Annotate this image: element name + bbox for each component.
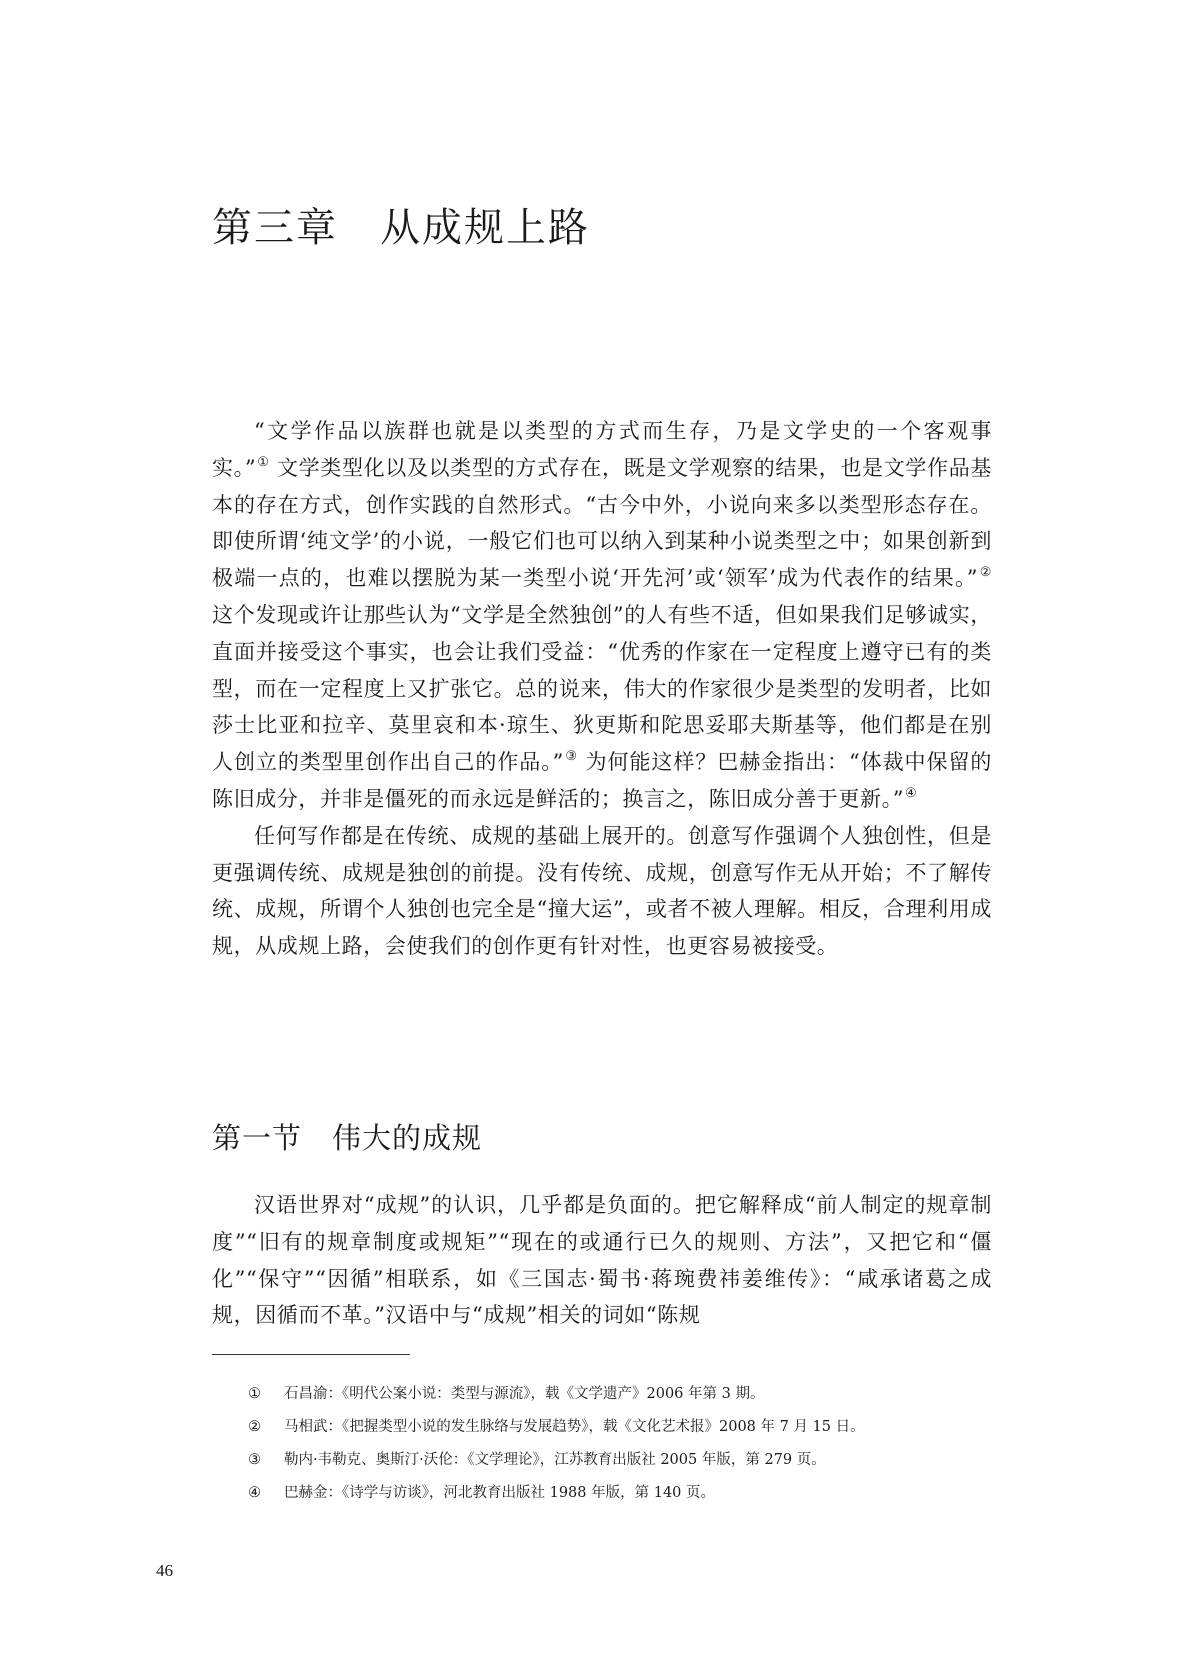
intro-text-3: 这个发现或许让那些认为“文学是全然独创”的人有些不适，但如果我们足够诚实，直面并接受这个事实，也会让我们受益：“优秀的作家在一定程度上遵守已有的类型，而在一定程度上又扩张它。总的说来，伟大的作家很少是类型的发明者，比如莎士比亚和拉辛、莫里哀和本·琼生、狄更斯和陀思妥耶夫斯基等，他们都是在别人创立的类型里创作出自己的作品。” xyxy=(212,602,992,775)
intro-text-1: “文学作品以族群也就是以类型的方式而生存，乃是文学史的一个客观事实。” xyxy=(212,419,992,480)
page-number: 46 xyxy=(156,1561,173,1580)
footnote-ref-4[interactable]: ④ xyxy=(905,785,918,801)
intro-paragraph-1 xyxy=(212,413,992,818)
section-body xyxy=(212,1187,992,1334)
chapter-title: 第三章 从成规上路 xyxy=(212,205,590,251)
section-paragraph-1: 汉语世界对“成规”的认识，几乎都是负面的。把它解释成“前人制定的规章制度”“旧有的规章制度或规矩”“现在的或通行已久的规则、方法”，又把它和“僵化”“保守”“因循”相联系，如《三国志·蜀书·蒋琬费祎姜维传》：“咸承诸葛之成规，因循而不革。”汉语中与“成规”相关的词如“陈规 xyxy=(212,1193,992,1328)
footnote-mark: ③ xyxy=(248,1452,261,1468)
footnote-ref-1[interactable]: ① xyxy=(257,454,270,470)
footnote-mark: ② xyxy=(248,1419,261,1435)
footnote-item xyxy=(248,1411,988,1444)
footnote-ref-2[interactable]: ② xyxy=(979,565,992,581)
intro-paragraph-2: 任何写作都是在传统、成规的基础上展开的。创意写作强调个人独创性，但是更强调传统、成规是独创的前提。没有传统、成规，创意写作无从开始；不了解传统、成规，所谓个人独创也完全是“撞大运”，或者不被人理解。相反，合理利用成规，从成规上路，会使我们的创作更有针对性，也更容易被接受。 xyxy=(212,823,992,959)
section-title: 第一节 伟大的成规 xyxy=(212,1121,483,1155)
footnote-mark: ① xyxy=(248,1386,261,1402)
footnote-ref-3[interactable]: ③ xyxy=(565,749,578,765)
footnote-mark: ④ xyxy=(248,1485,261,1501)
footnote-text: 石昌渝：《明代公案小说：类型与源流》，载《文学遗产》2006 年第 3 期。 xyxy=(284,1386,765,1402)
footnote-divider xyxy=(212,1354,410,1355)
footnote-item xyxy=(248,1444,988,1477)
footnote-item xyxy=(248,1378,988,1411)
intro-text-2: 文学类型化以及以类型的方式存在，既是文学观察的结果，也是文学作品基本的存在方式，创作实践的自然形式。“古今中外，小说向来多以类型形态存在。即使所谓‘纯文学’的小说，一般它们也可以纳入到某种小说类型之中；如果创新到极端一点的，也难以摆脱为某一类型小说‘开先河’或‘领军’成为代表作的结果。” xyxy=(212,455,992,591)
footnote-text: 马相武：《把握类型小说的发生脉络与发展趋势》，载《文化艺术报》2008 年 7 月 15 日。 xyxy=(284,1419,865,1435)
footnote-list xyxy=(248,1378,988,1510)
intro-text-4: 为何能这样？巴赫金指出：“体裁中保留的陈旧成分，并非是僵死的而永远是鲜活的；换言之，陈旧成分善于更新。” xyxy=(212,750,992,811)
chapter-intro xyxy=(212,413,992,965)
footnote-item xyxy=(248,1477,988,1510)
footnote-text: 勒内·韦勒克、奥斯汀·沃伦：《文学理论》，江苏教育出版社 2005 年版，第 279 页。 xyxy=(284,1452,826,1468)
footnote-text: 巴赫金：《诗学与访谈》，河北教育出版社 1988 年版，第 140 页。 xyxy=(284,1485,716,1501)
